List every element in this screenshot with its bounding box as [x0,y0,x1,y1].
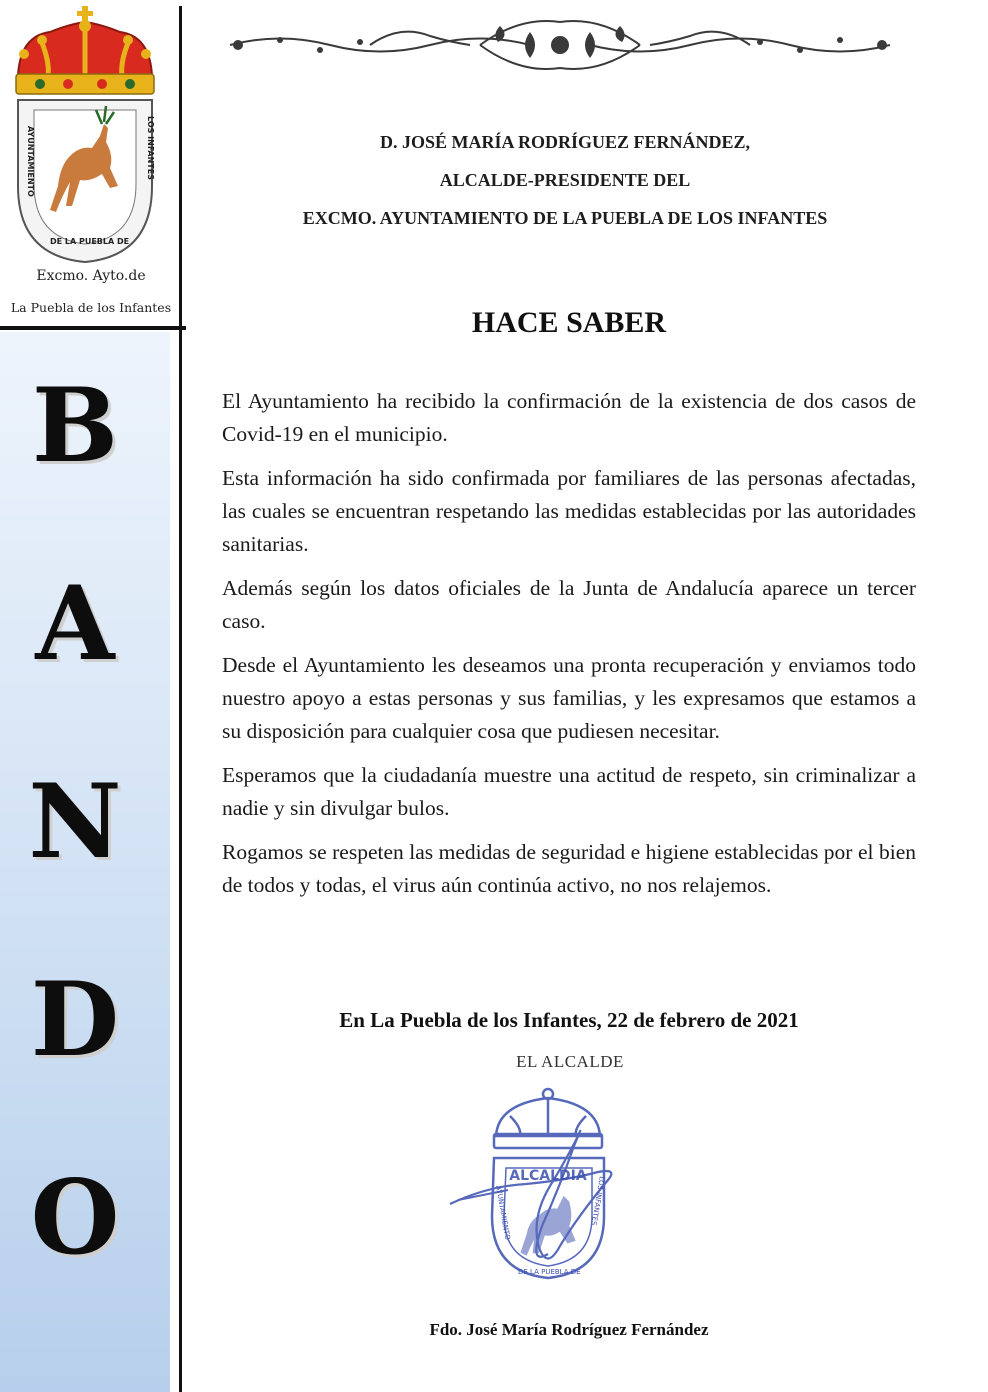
date-line: En La Puebla de los Infantes, 22 de febrero de 2021 [339,1008,799,1032]
svg-text:AYUNTAMIENTO: AYUNTAMIENTO [494,1184,512,1241]
svg-text:DE LA PUEBLA DE: DE LA PUEBLA DE [50,237,130,246]
paragraph-4: Desde el Ayuntamiento les deseamos una pronta recuperación y enviamos todo nuestro apoyo a estas personas y sus familias, y les expresamos que estamos a su disposición para cualquier cosa que pudiesen necesitar. [222,653,916,743]
mayor-seal-signature-icon [448,1076,648,1286]
horizontal-divider [0,326,186,330]
sidebar-ayto-line1: Excmo. Ayto.de [36,268,146,284]
paragraph-1: El Ayuntamiento ha recibido la confirmación de la existencia de dos casos de Covid-19 en el municipio. [222,389,916,446]
municipal-coat-of-arms-icon [10,6,160,268]
vertical-divider [179,6,182,1392]
announcement-body [222,385,916,913]
svg-text:LOS INFANTES: LOS INFANTES [146,116,155,180]
svg-text:AYUNTAMIENTO: AYUNTAMIENTO [26,126,35,197]
page-title: HACE SABER [471,306,667,339]
decorative-flourish-icon [220,12,900,78]
svg-text:ALCALDIA: ALCALDIA [509,1168,587,1184]
bando-letter-a: A [35,564,115,684]
bando-letter-b: B [31,366,119,486]
header-role: ALCALDE-PRESIDENTE DEL [439,170,691,190]
svg-text:DE LA PUEBLA DE: DE LA PUEBLA DE [518,1268,581,1276]
signer-name: Fdo. José María Rodríguez Fernández [429,1320,709,1339]
paragraph-2: Esta información ha sido confirmada por familiares de las personas afectadas, las cuales se encuentran respetando las medidas establecidas por las autoridades sanitarias. [222,466,916,556]
alcalde-label: EL ALCALDE [516,1052,624,1071]
paragraph-6: Rogamos se respeten las medidas de seguridad e higiene establecidas por el bien de todos y todas, el virus aún continúa activo, no nos relajemos. [222,840,916,897]
header-institution: EXCMO. AYUNTAMIENTO DE LA PUEBLA DE LOS INFANTES [302,208,828,228]
left-sidebar [0,0,182,1392]
bando-letter-o: O [30,1158,120,1278]
paragraph-5: Esperamos que la ciudadanía muestre una actitud de respeto, sin criminalizar a nadie y sin divulgar bulos. [222,763,916,820]
paragraph-3: Además según los datos oficiales de la Junta de Andalucía aparece un tercer caso. [222,576,916,633]
sidebar-ayto-line2: La Puebla de los Infantes [10,300,172,315]
svg-text:LOS INFANTES: LOS INFANTES [589,1175,606,1226]
bando-letter-n: N [28,762,122,882]
header-name: D. JOSÉ MARÍA RODRÍGUEZ FERNÁNDEZ, [379,132,751,152]
bando-letter-d: D [30,960,120,1080]
